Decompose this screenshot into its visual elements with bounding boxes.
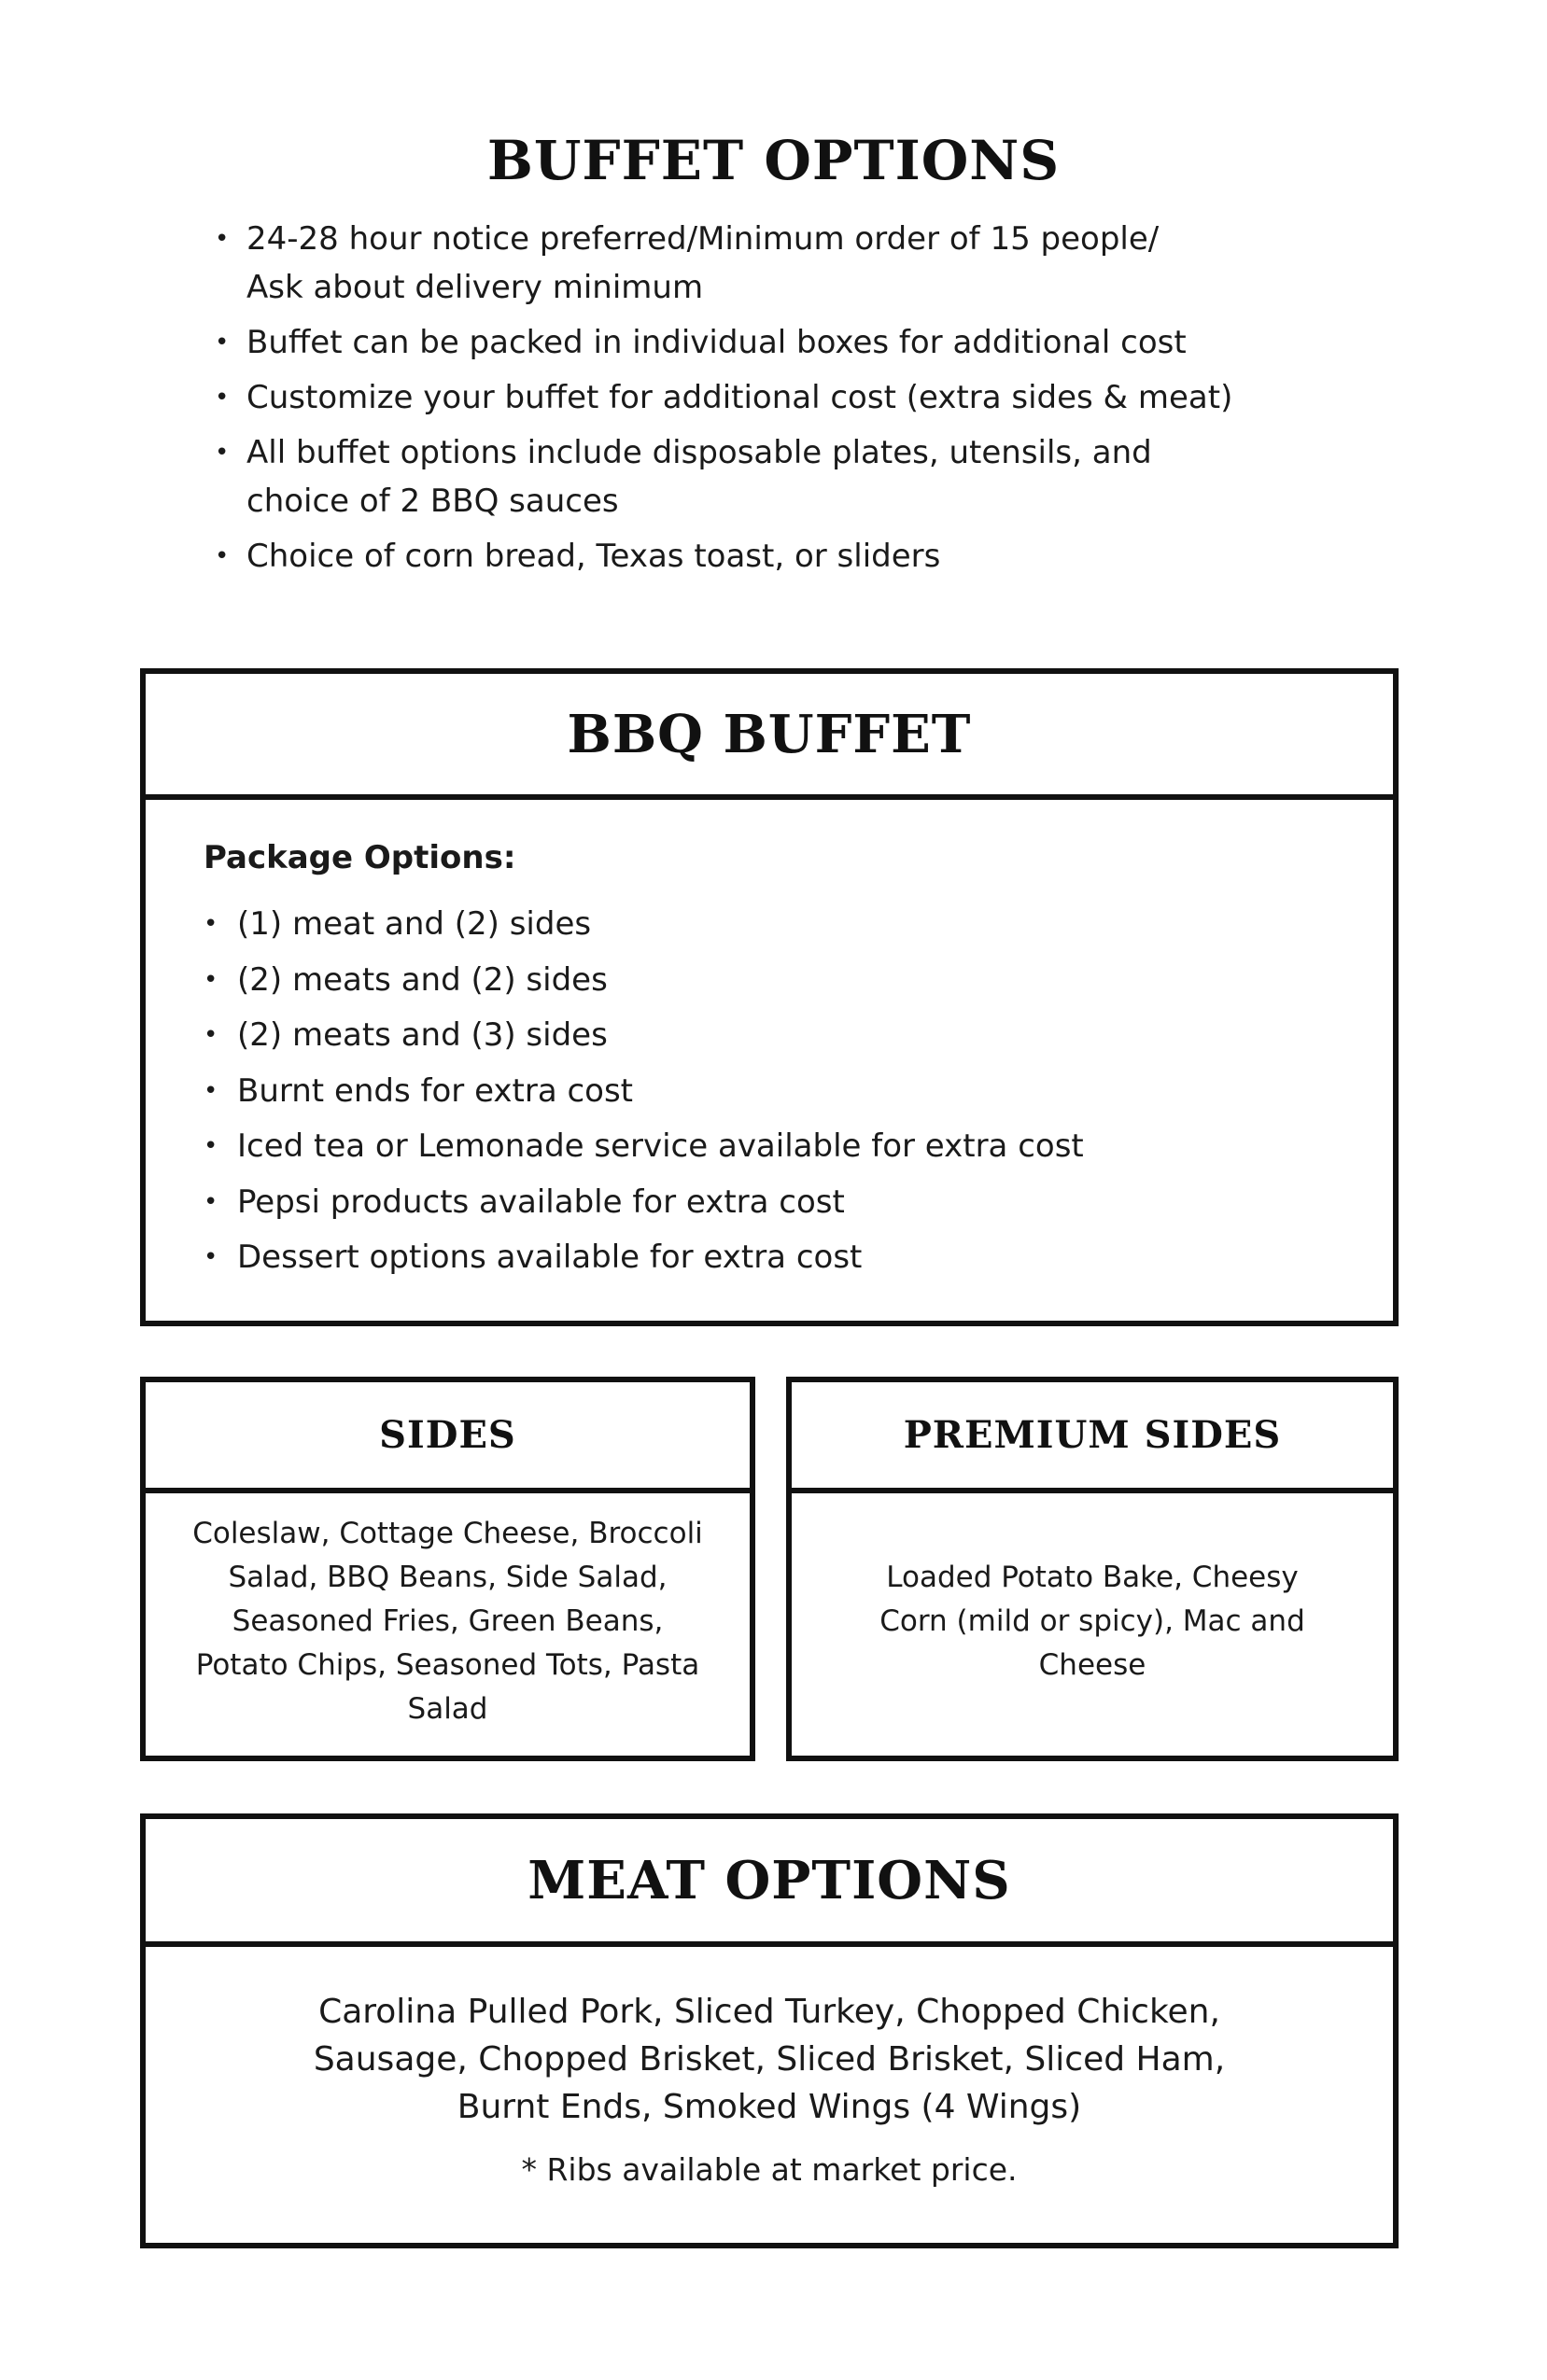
meat-options-section [140,1813,1399,2248]
bbq-buffet-section [140,668,1399,1326]
sides-heading: SIDES [146,1382,750,1493]
sides-section [140,1377,755,1761]
meat-options-body [146,1947,1393,2188]
ribs-note: * Ribs available at market price. [521,2151,1018,2188]
meat-options-text: Carolina Pulled Pork, Sliced Turkey, Chopped Chicken, Sausage, Chopped Brisket, Sliced Brisket, Sliced Ham, Burnt Ends, Smoked Wings (4 Wings) [313,1993,1226,2126]
list-item: • Buffet can be packed in individual boxes for additional cost [213,318,1361,367]
list-item: • (2) meats and (3) sides [204,1008,1393,1064]
buffet-options-list [213,215,1361,587]
list-item: • Dessert options available for extra cost [204,1230,1393,1286]
package-options-list [204,897,1393,1286]
sides-list-text: Coleslaw, Cottage Cheese, Broccoli Salad, BBQ Beans, Side Salad, Seasoned Fries, Green Beans, Potato Chips, Seasoned Tots, Pasta Salad [192,1517,703,1726]
list-item: • Choice of corn bread, Texas toast, or sliders [213,532,1361,581]
list-item: • 24-28 hour notice preferred/Minimum order of 15 people/ Ask about delivery minimum [213,215,1184,312]
meat-options-heading: MEAT OPTIONS [146,1819,1393,1947]
bbq-buffet-body [146,800,1393,1286]
list-item: • Customize your buffet for additional cost (extra sides & meat) [213,373,1361,422]
list-item: • (1) meat and (2) sides [204,897,1393,953]
premium-sides-list-text: Loaded Potato Bake, Cheesy Corn (mild or spicy), Mac and Cheese [879,1561,1305,1682]
list-item: • Iced tea or Lemonade service available for extra cost [204,1119,1393,1175]
list-item: • All buffet options include disposable plates, utensils, and choice of 2 BBQ sauces [213,428,1221,525]
list-item: • (2) meats and (2) sides [204,953,1393,1009]
premium-sides-heading: PREMIUM SIDES [792,1382,1393,1493]
list-item: • Pepsi products available for extra cost [204,1175,1393,1231]
list-item: • Burnt ends for extra cost [204,1064,1393,1120]
page-title: BUFFET OPTIONS [486,129,1061,192]
premium-sides-section [786,1377,1399,1761]
package-options-heading: Package Options: [204,839,516,876]
bbq-buffet-heading: BBQ BUFFET [146,674,1393,800]
